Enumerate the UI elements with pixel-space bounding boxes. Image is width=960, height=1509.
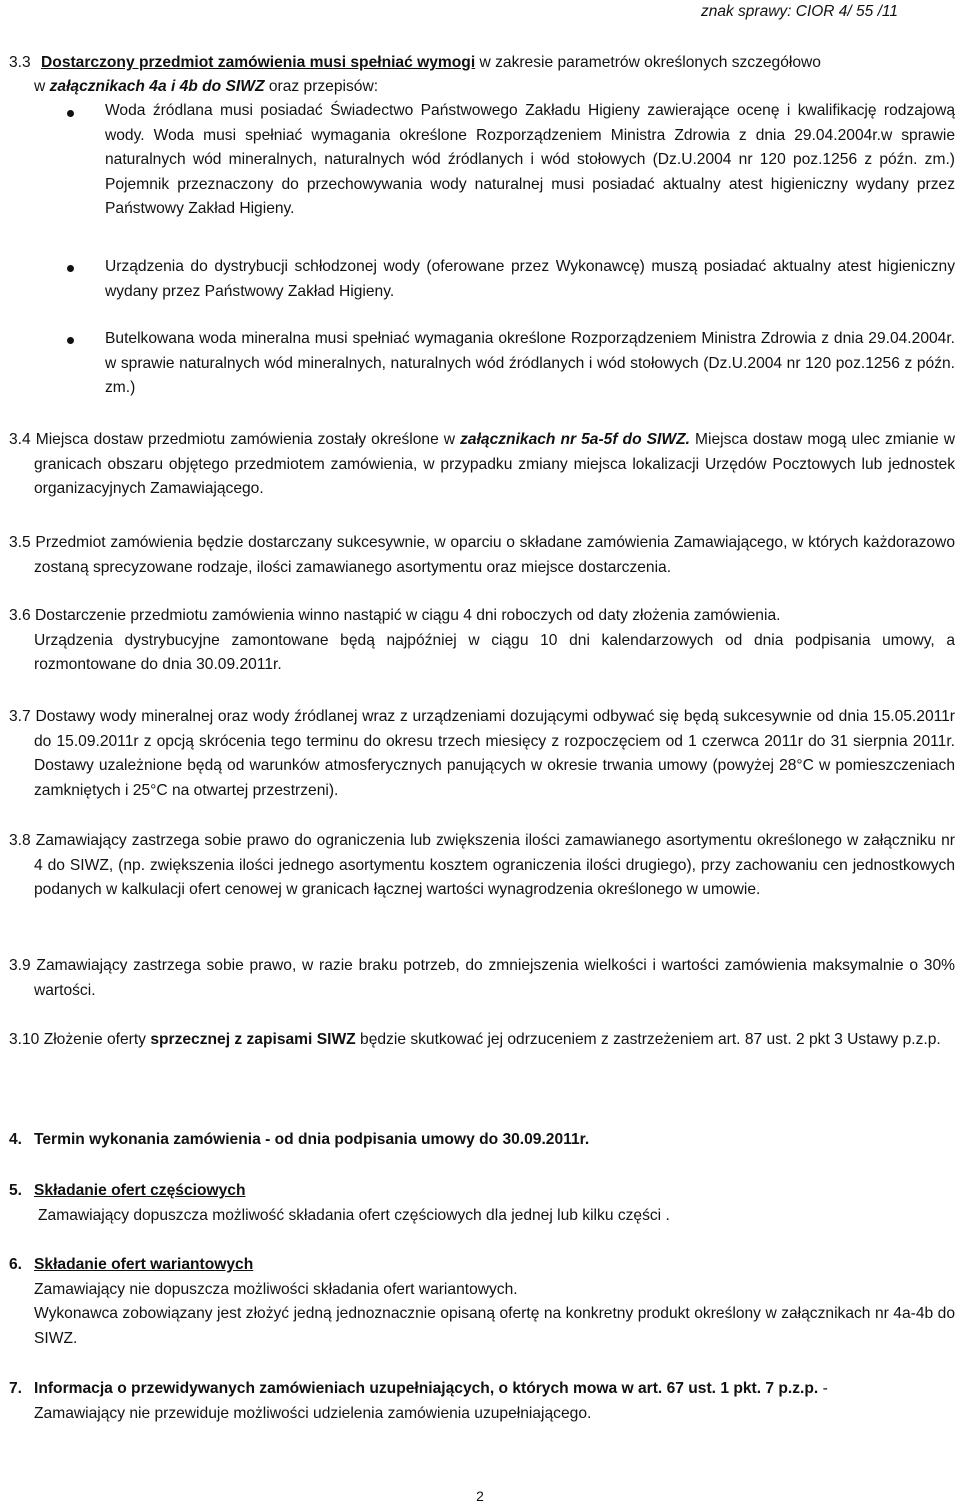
section-6 <box>9 1253 955 1351</box>
text-fragment: będzie skutkować jej odrzuceniem z zastrzeżeniem art. 87 ust. 2 pkt 3 Ustawy p.z.p. <box>355 1031 941 1048</box>
section-text: Dostarczenie przedmiotu zamówienia winno nastąpić w ciągu 4 dni roboczych od daty złożenia zamówienia. <box>30 607 781 624</box>
section-3-10 <box>9 1028 955 1053</box>
emphasis: sprzecznej z zapisami SIWZ <box>150 1031 356 1048</box>
section-3-3-line2 <box>34 75 378 100</box>
section-number: 3.3 <box>9 54 31 71</box>
section-3-8 <box>9 829 955 903</box>
section-number: 3.9 <box>9 957 31 974</box>
section-3-4 <box>9 428 955 502</box>
bullet-icon <box>67 337 74 344</box>
dash: - <box>818 1380 828 1397</box>
section-number: 3.6 <box>9 607 31 624</box>
section-text: Przedmiot zamówienia będzie dostarczany sukcesywnie, w oparciu o składane zamówienia Zamawiającego, w których każdorazowo zostaną sprecyzowane rodzaje, ilości zamawianego asortymentu oraz miejsce dostarczenia. <box>30 534 955 576</box>
section-number: 6. <box>9 1256 23 1273</box>
section-number: 3.8 <box>9 832 31 849</box>
section-heading: Składanie ofert częściowych <box>34 1182 246 1199</box>
section-heading: Termin wykonania zamówienia - od dnia podpisania umowy do 30.09.2011r. <box>34 1131 590 1148</box>
section-number: 7. <box>9 1380 23 1397</box>
section-number: 5. <box>9 1182 23 1199</box>
section-heading: Składanie ofert wariantowych <box>34 1256 254 1273</box>
case-reference: znak sprawy: CIOR 4/ 55 /11 <box>701 3 898 20</box>
text-fragment: Złożenie oferty <box>39 1031 151 1048</box>
section-number: 3.10 <box>9 1031 40 1048</box>
bullet-item-spring-water: Woda źródlana musi posiadać Świadectwo Państwowego Zakładu Higieny zawierające ocenę i kwalifikację rodzajową wody. Woda musi spełniać wymagania określone Rozporządzeniem Ministra Zdrowia z dnia 29.04.2004r.w sprawie naturalnych wód mineralnych, naturalnych wód źródlanych i wód stołowych (Dz.U.2004 nr 120 poz.1256 z późn. zm.) Pojemnik przeznaczony do przechowywania wody naturalnej musi posiadać aktualny atest higieniczny wydany przez Państwowy Zakład Higieny. <box>105 102 955 218</box>
section-text-2: Urządzenia dystrybucyjne zamontowane będą najpóźniej w ciągu 10 dni kalendarzowych od dnia podpisania umowy, a rozmontowane do dnia 30.09.2011r. <box>34 631 955 674</box>
page-number: 2 <box>476 1488 484 1504</box>
attachments-ref: załącznikach 4a i 4b do SIWZ <box>49 78 265 95</box>
section-number: 3.7 <box>9 708 31 725</box>
section-heading-rest: w zakresie parametrów określonych szczegółowo <box>475 54 821 71</box>
bullet-icon <box>67 110 74 117</box>
section-heading: Dostarczony przedmiot zamówienia musi spełniać wymogi <box>41 54 476 71</box>
text-fragment: oraz przepisów: <box>264 78 379 95</box>
bullet-item-dispensers: Urządzenia do dystrybucji schłodzonej wody (oferowane przez Wykonawcę) muszą posiadać aktualny atest higieniczny wydany przez Państwowy Zakład Higieny. <box>105 258 955 300</box>
section-number: 3.4 <box>9 431 31 448</box>
text-fragment: w <box>34 78 50 95</box>
section-3-7 <box>9 705 955 803</box>
section-text: Dostawy wody mineralnej oraz wody źródlanej wraz z urządzeniami dozującymi odbywać się będą sukcesywnie od dnia 15.05.2011r do 15.09.2011r z opcją skrócenia tego terminu do okresu trzech miesięcy z rozpoczęciem od 1 czerwca 2011r do 31 sierpnia 2011r. Dostawy uzależnione będą od warunków atmosferycznych panujących w okresie trwania umowy (powyżej 28°C w pomieszczeniach zamkniętych i 25°C na otwartej przestrzeni). <box>30 708 955 799</box>
section-number: 3.5 <box>9 534 31 551</box>
bullet-icon <box>67 265 74 272</box>
section-text: Zamawiający zastrzega sobie prawo do ograniczenia lub zwiększenia ilości zamawianego asortymentu określonego w załączniku nr 4 do SIWZ, (np. zwiększenia ilości jednego asortymentu kosztem ograniczenia ilości drugiego), przy zachowaniu cen jednostkowych podanych w kalkulacji ofert cenowej w granicach łącznej wartości wynagrodzenia określonego w umowie. <box>30 832 955 899</box>
text-fragment: Miejsca dostaw przedmiotu zamówienia zostały określone w <box>30 431 461 448</box>
section-text-2: Wykonawca zobowiązany jest złożyć jedną jednoznacznie opisaną ofertę na konkretny produkt określony w załącznikach nr 4a-4b do SIWZ. <box>34 1305 955 1347</box>
section-number: 4. <box>9 1131 23 1148</box>
section-7 <box>9 1377 955 1426</box>
section-heading: Informacja o przewidywanych zamówieniach uzupełniających, o których mowa w art. 67 ust. 1 pkt. 7 p.z.p. <box>34 1380 819 1397</box>
section-5 <box>9 1179 955 1228</box>
section-text: Zamawiający nie przewiduje możliwości udzielenia zamówienia uzupełniającego. <box>34 1404 592 1422</box>
attachments-ref: załącznikach nr 5a-5f do SIWZ. <box>460 431 690 448</box>
text-fragment: Miejsca dostaw mogą ulec zmianie w granicach obszaru objętego przedmiotem zamówienia, w przypadku zmiany miejsca lokalizacji Urzędów Pocztowych lub jednostek organizacyjnych Zamawiającego. <box>34 431 956 498</box>
section-text: Zamawiający zastrzega sobie prawo, w razie braku potrzeb, do zmniejszenia wielkości i wartości zamówienia maksymalnie o 30% wartości. <box>30 957 955 999</box>
section-4 <box>9 1128 955 1153</box>
section-3-9 <box>9 954 955 1003</box>
bullet-item-mineral-water: Butelkowana woda mineralna musi spełniać wymagania określone Rozporządzeniem Ministra Zdrowia z dnia 29.04.2004r. w sprawie naturalnych wód mineralnych, naturalnych wód źródlanych i wód stołowych (Dz.U.2004 nr 120 poz.1256 z późn. zm.) <box>105 330 955 397</box>
section-3-6 <box>9 604 955 678</box>
section-text: Zamawiający nie dopuszcza możliwości składania ofert wariantowych. <box>34 1280 518 1298</box>
section-3-5 <box>9 531 955 580</box>
section-text: Zamawiający dopuszcza możliwość składania ofert częściowych dla jednej lub kilku części . <box>38 1206 670 1224</box>
section-3-3 <box>9 51 955 76</box>
